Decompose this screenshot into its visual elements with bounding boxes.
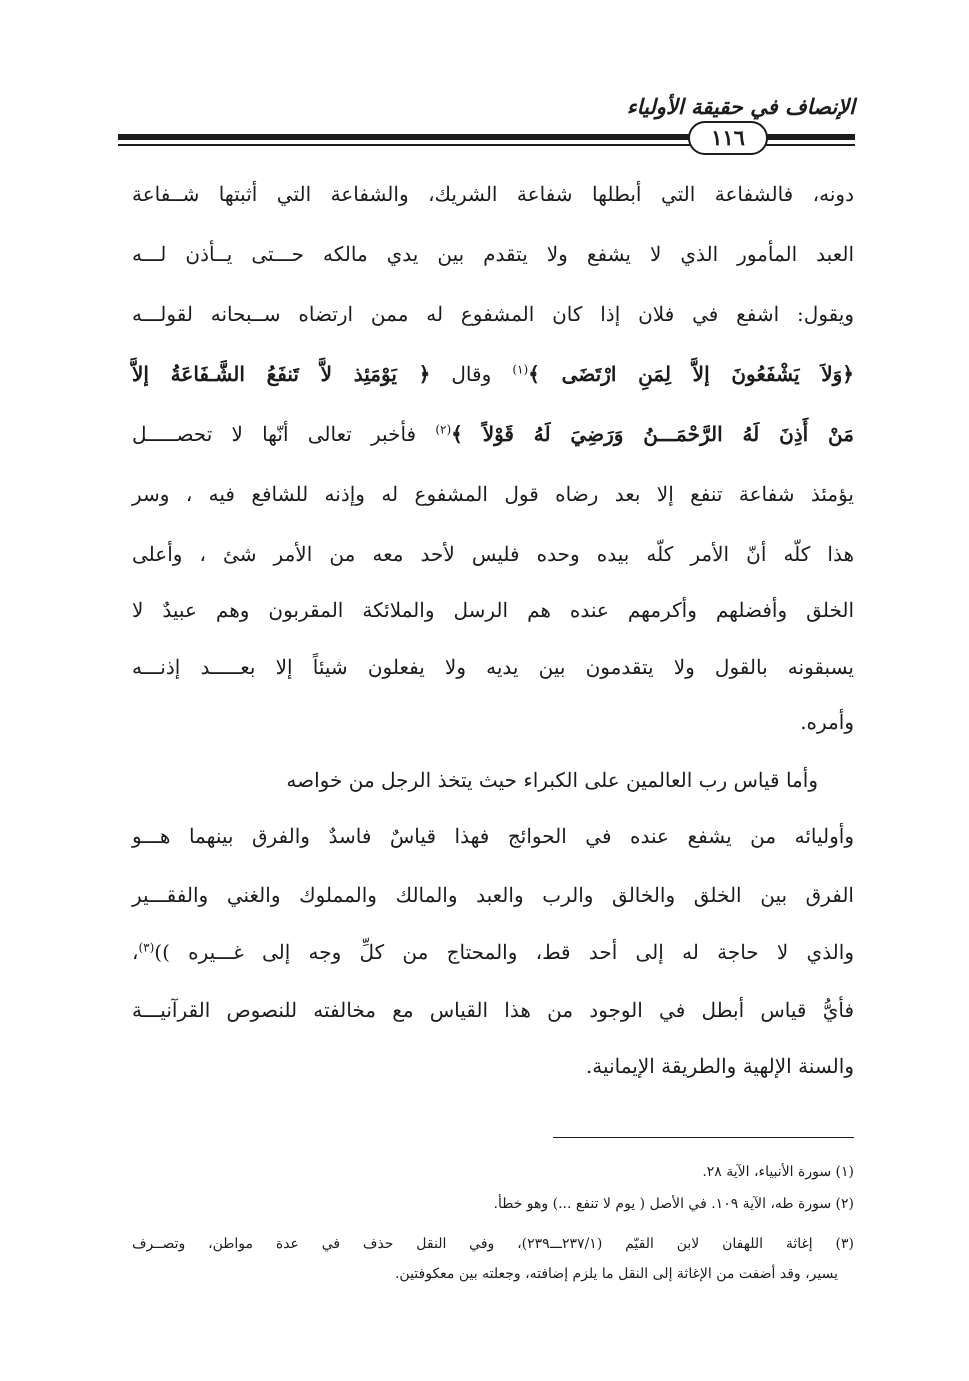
- footnote-divider: [553, 1137, 854, 1138]
- paragraph-2-line-1: وأما قياس رب العالمين على الكبراء حيث يتخذ الرجل من خواصه: [286, 768, 818, 792]
- connector-text: فأخبر تعالى أنّها لا تحصـــــل: [132, 422, 436, 446]
- paragraph-1-line-6: يؤمئذ شفاعة تنفع إلا بعد رضاه قول المشفوع له وإذنه للشافع فيه ، وسر: [132, 482, 854, 506]
- footnote-ref: (١): [512, 362, 529, 377]
- paragraph-1-line-4: [132, 360, 854, 388]
- paragraph-1-line-1: دونه، فالشفاعة التي أبطلها شفاعة الشريك، والشفاعة التي أثبتها شــفاعة: [132, 182, 854, 206]
- paragraph-1-line-10: وأمره.: [800, 710, 854, 734]
- paragraph-2-line-6: والسنة الإلهية والطريقة الإيمانية.: [585, 1054, 854, 1078]
- quran-verse: ﴿وَلاَ يَشْفَعُونَ إلاَّ لِمَنِ ارْتَضَى ﴾: [528, 362, 854, 386]
- paragraph-1-line-3: ويقول: اشفع في فلان إذا كان المشفوع له ممن ارتضاه ســبحانه لقولـــه: [132, 302, 854, 326]
- quran-verse: مَنْ أَذِنَ لَهُ الرَّحْمَـــنُ وَرَضِيَ لَهُ قَوْلاً ﴾: [451, 422, 854, 446]
- footnote-ref: (٣): [138, 940, 155, 955]
- page-number: ١١٦: [688, 121, 768, 155]
- paragraph-1-line-8: الخلق وأفضلهم وأكرمهم عنده هم الرسل والملائكة المقربون وهم عبيدٌ لا: [132, 598, 855, 622]
- line-text: ،: [132, 940, 139, 964]
- footnote-1: (١) سورة الأنبياء، الآية ٢٨.: [702, 1164, 854, 1180]
- footnote-ref: (٢): [435, 422, 452, 437]
- paragraph-2-line-3: الفرق بين الخلق والخالق والرب والعبد والمالك والمملوك والغني والفقـــير: [132, 883, 854, 907]
- quran-verse: ﴿ يَوْمَئِذ لاَّ تَنفَعُ الشَّـفَاعَةُ إلاَّ: [132, 362, 431, 386]
- paragraph-1-line-9: يسبقونه بالقول ولا يتقدمون بين يديه ولا يفعلون شيئاً إلا بعـــــد إذنـــه: [132, 655, 854, 679]
- paragraph-2-line-2: وأوليائه من يشفع عنده في الحوائج فهذا قياسٌ فاسدٌ والفرق بينهما هـــو: [132, 824, 854, 848]
- footnote-2: (٢) سورة طه، الآية ١٠٩. في الأصل ( يوم لا تنفع ...) وهو خطأ.: [493, 1196, 854, 1212]
- connector-text: وقال: [430, 362, 513, 386]
- paragraph-2-line-5: فأيُّ قياس أبطل في الوجود من هذا القياس مع مخالفته للنصوص القرآنيـــة: [132, 998, 854, 1022]
- paragraph-1-line-7: هذا كلّه أنّ الأمر كلّه بيده وحده فليس لأحد معه من الأمر شئ ، وأعلى: [132, 542, 854, 566]
- running-title: الإنصاف في حقيقة الأولياء: [626, 94, 855, 119]
- paragraph-1-line-5: [132, 420, 854, 448]
- line-text: والذي لا حاجة له إلى أحد قط، والمحتاج من كلِّ وجه إلى غـــيره )): [154, 940, 854, 964]
- footnote-3-line-1: (٣) إغاثة اللهفان لابن القيّم (٢٣٧/١ـــ٢٣٩)، وفي النقل حذف في عدة مواطن، وتصــرف: [132, 1236, 854, 1252]
- paragraph-2-line-4: [132, 938, 854, 966]
- footnote-3-line-2: يسير، وقد أضفت من الإغاثة إلى النقل ما يلزم إضافته، وجعلته بين معكوفتين.: [394, 1266, 838, 1282]
- paragraph-1-line-2: العبد المأمور الذي لا يشفع ولا يتقدم بين يدي مالكه حـــتى يــأذن لـــه: [132, 242, 854, 266]
